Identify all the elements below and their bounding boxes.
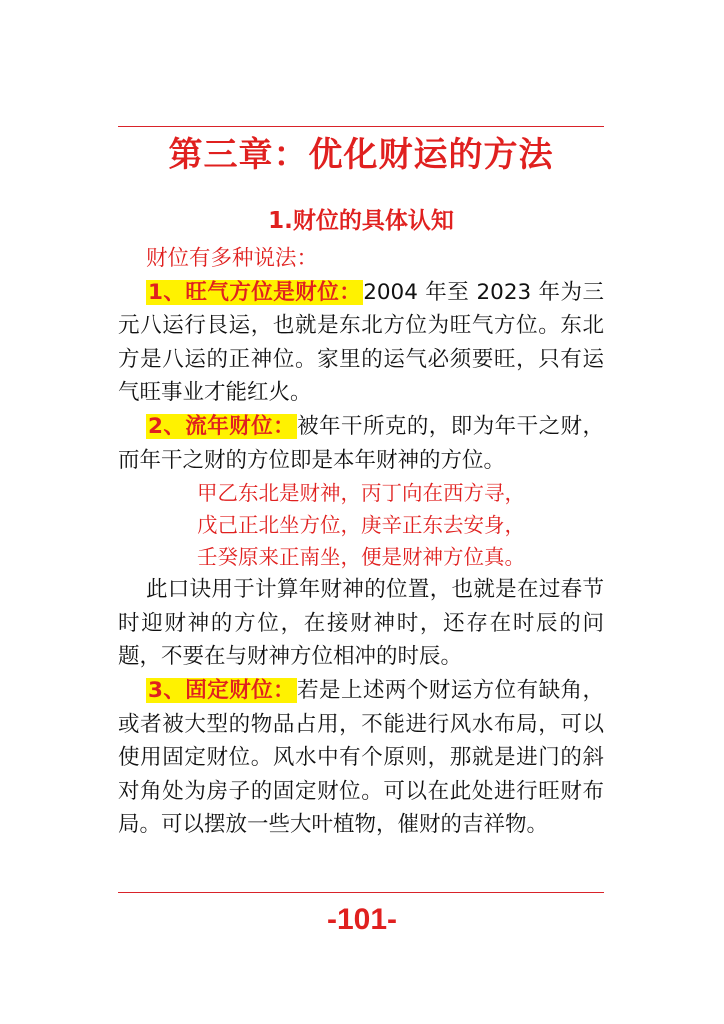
item-3-label: 3、固定财位： xyxy=(147,677,296,703)
bottom-divider xyxy=(118,892,604,893)
item-3-text: 若是上述两个财运方位有缺角，或者被大型的物品占用，不能进行风水布局，可以使用固定财位。风水中有个原则，那就是进门的斜对角处为房子的固定财位。可以在此处进行旺财布局。可以摆放一些大叶植物，催财的吉祥物。 xyxy=(118,677,604,838)
item-3-paragraph xyxy=(118,674,604,842)
body-text xyxy=(118,242,604,842)
poem-line-2: 戊己正北坐方位，庚辛正东去安身， xyxy=(197,513,525,538)
top-divider xyxy=(118,126,604,127)
poem-note: 此口诀用于计算年财神的位置，也就是在过春节时迎财神的方位，在接财神时，还存在时辰的问题，不要在与财神方位相冲的时辰。 xyxy=(118,577,604,670)
intro-line: 财位有多种说法： xyxy=(145,246,318,271)
item-2-label: 2、流年财位： xyxy=(147,413,296,439)
poem-line-3: 壬癸原来正南坐，便是财神方位真。 xyxy=(197,545,525,570)
item-1-text: 2004 年至 2023 年为三元八运行艮运，也就是东北方位为旺气方位。东北方是八运的正神位。家里的运气必须要旺，只有运气旺事业才能红火。 xyxy=(118,279,604,406)
page-number: -101- xyxy=(326,903,398,936)
poem-line-1: 甲乙东北是财神，丙丁向在西方寻， xyxy=(197,481,525,506)
item-2-text: 被年干所克的，即为年干之财，而年干之财的方位即是本年财神的方位。 xyxy=(118,413,604,473)
chapter-title: 第三章：优化财运的方法 xyxy=(168,135,554,175)
section-title: 1.财位的具体认知 xyxy=(268,208,454,234)
item-2-paragraph xyxy=(118,410,604,477)
item-1-paragraph xyxy=(118,276,604,410)
item-1-label: 1、旺气方位是财位： xyxy=(147,279,362,305)
